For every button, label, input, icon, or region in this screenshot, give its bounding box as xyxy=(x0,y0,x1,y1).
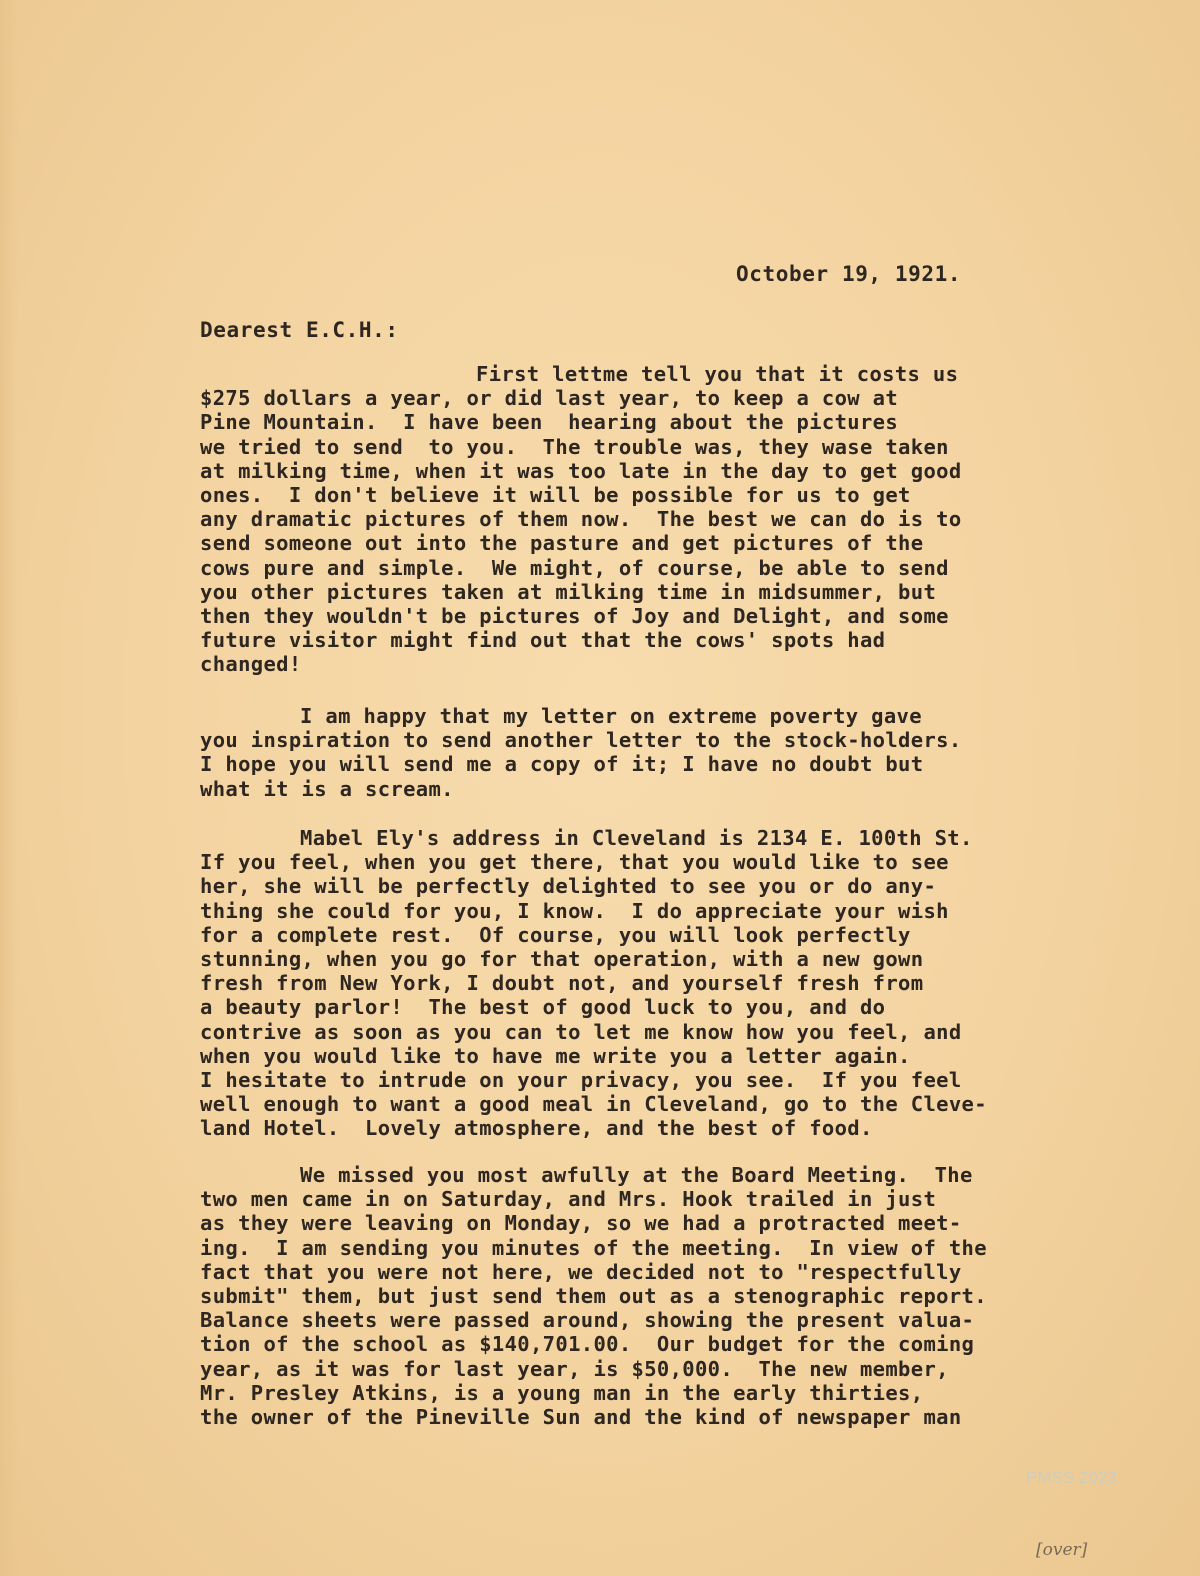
text-line: we tried to send to you. The trouble was, they wase taken xyxy=(200,434,949,459)
paragraph-cow-costs xyxy=(200,362,962,676)
text-line: We missed you most awfully at the Board Meeting. The xyxy=(300,1163,973,1187)
text-line: tion of the school as $140,701.00. Our budget for the coming xyxy=(200,1332,975,1357)
text-line: what it is a scream. xyxy=(200,776,454,801)
text-line: stunning, when you go for that operation, with a new gown xyxy=(200,946,924,971)
text-line: thing she could for you, I know. I do appreciate your wish xyxy=(200,898,949,923)
text-line: when you would like to have me write you a letter again. xyxy=(200,1043,911,1068)
text-line: ing. I am sending you minutes of the meeting. In view of the xyxy=(200,1235,987,1260)
text-line: Balance sheets were passed around, showing the present valua- xyxy=(200,1308,975,1333)
text-line: future visitor might find out that the cows' spots had xyxy=(200,628,886,653)
text-line: land Hotel. Lovely atmosphere, and the best of food. xyxy=(200,1116,873,1141)
text-line: you inspiration to send another letter to the stock-holders. xyxy=(200,728,962,753)
text-line: $275 dollars a year, or did last year, to keep a cow at xyxy=(200,386,899,411)
text-line: the owner of the Pineville Sun and the kind of newspaper man xyxy=(200,1404,962,1429)
text-line: any dramatic pictures of them now. The best we can do is to xyxy=(200,507,962,532)
text-line: fresh from New York, I doubt not, and yourself fresh from xyxy=(200,971,924,996)
paper-edge-shade xyxy=(0,0,18,1576)
text-line: Mabel Ely's address in Cleveland is 2134 E. 100th St. xyxy=(300,826,973,850)
text-line: I hesitate to intrude on your privacy, you see. If you feel xyxy=(200,1067,962,1092)
paragraph-poverty-letter xyxy=(200,704,962,801)
letter-salutation: Dearest E.C.H.: xyxy=(200,318,399,342)
text-line: Mr. Presley Atkins, is a young man in the early thirties, xyxy=(200,1380,924,1405)
text-line: you other pictures taken at milking time in midsummer, but xyxy=(200,579,937,604)
text-line: Pine Mountain. I have been hearing about the pictures xyxy=(200,410,899,435)
text-line: year, as it was for last year, is $50,000. The new member, xyxy=(200,1356,949,1381)
paragraph-board-meeting xyxy=(200,1163,987,1429)
text-line: send someone out into the pasture and get pictures of the xyxy=(200,531,924,556)
text-line: for a complete rest. Of course, you will look perfectly xyxy=(200,922,911,947)
text-line: well enough to want a good meal in Cleveland, go to the Cleve- xyxy=(200,1092,987,1117)
text-line: fact that you were not here, we decided not to "respectfully xyxy=(200,1259,962,1284)
handwritten-over-note: [over] xyxy=(1036,1540,1088,1560)
text-line: changed! xyxy=(200,652,302,677)
text-line: I am happy that my letter on extreme poverty gave xyxy=(300,704,922,728)
text-line: submit" them, but just send them out as a stenographic report. xyxy=(200,1283,987,1308)
text-line: cows pure and simple. We might, of course, be able to send xyxy=(200,555,949,580)
text-line: contrive as soon as you can to let me know how you feel, and xyxy=(200,1019,962,1044)
text-line: two men came in on Saturday, and Mrs. Hook trailed in just xyxy=(200,1187,937,1212)
archive-watermark: PMSS 2023 xyxy=(1026,1468,1117,1487)
text-line: If you feel, when you get there, that you would like to see xyxy=(200,850,949,875)
text-line: then they wouldn't be pictures of Joy and Delight, and some xyxy=(200,603,949,628)
text-line: her, she will be perfectly delighted to see you or do any- xyxy=(200,874,937,899)
text-line: a beauty parlor! The best of good luck to you, and do xyxy=(200,995,886,1020)
text-line: at milking time, when it was too late in the day to get good xyxy=(200,458,962,483)
paragraph-cleveland xyxy=(200,826,987,1140)
text-line: ones. I don't believe it will be possible for us to get xyxy=(200,482,911,507)
letter-date: October 19, 1921. xyxy=(736,262,962,286)
text-line: First lettme tell you that it costs us xyxy=(476,362,959,386)
text-line: I hope you will send me a copy of it; I have no doubt but xyxy=(200,752,924,777)
text-line: as they were leaving on Monday, so we had a protracted meet- xyxy=(200,1211,962,1236)
